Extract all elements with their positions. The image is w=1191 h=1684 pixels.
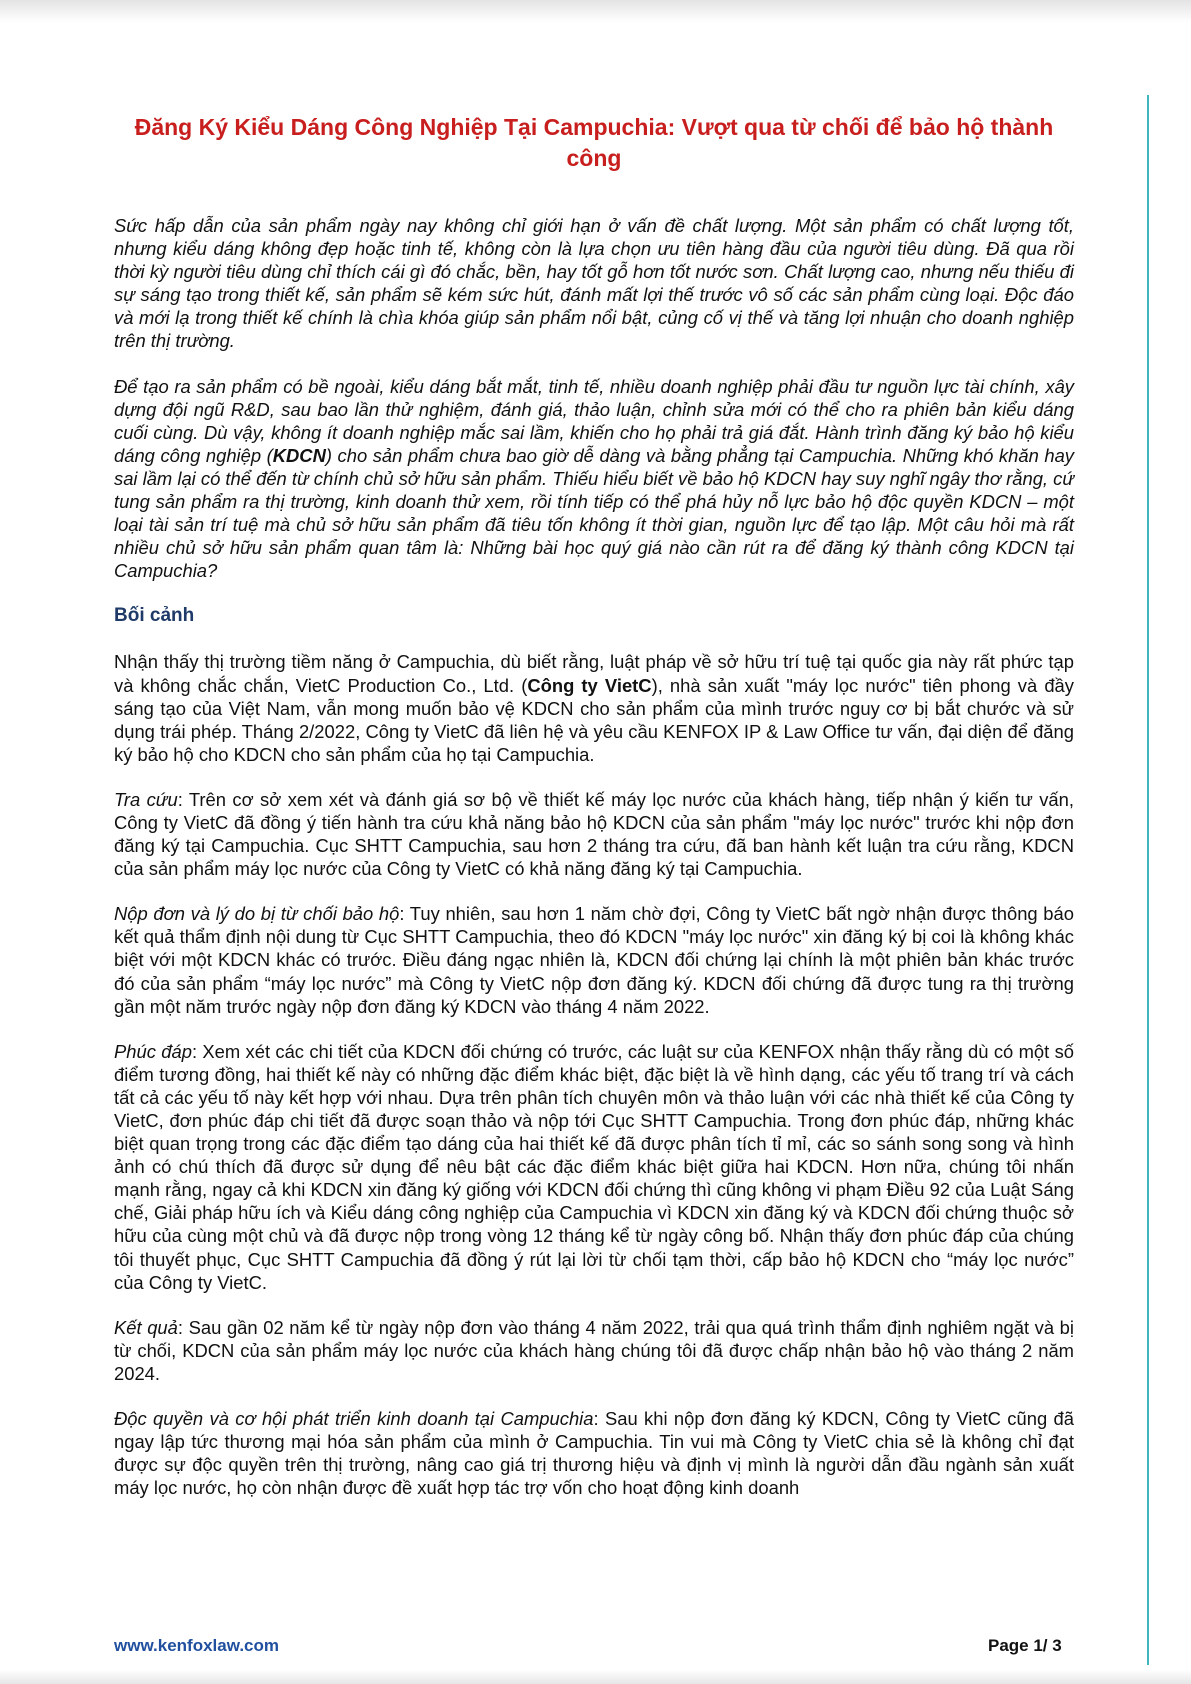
filing-refusal-paragraph — [114, 902, 1074, 1017]
intro-text-before: Để tạo ra sản phẩm có bề ngoài, kiểu dáng bắt mắt, tinh tế, nhiều doanh nghiệp phải đầu tư nguồn lực tài chính, xây dựng đội ngũ R&D, sau bao lần thử nghiệm, đánh giá, thảo luận, chỉnh sửa mới có thể cho ra phiên bản kiểu dáng cuối cùng. Dù vậy, không ít doanh nghiệp mắc sai lầm, khiến cho họ phải trả giá đắt. Hành trình đăng ký bảo hộ kiểu dáng công nghiệp ( — [114, 375, 1074, 466]
item-label-filing: Nộp đơn và lý do bị từ chối bảo hộ — [114, 903, 400, 925]
item-text-exclusivity: : Sau khi nộp đơn đăng ký KDCN, Công ty VietC cũng đã ngay lập tức thương mại hóa sản phẩm của mình ở Campuchia. Tin vui mà Công ty VietC chia sẻ là không chỉ đạt được sự độc quyền trên thị trường, nâng cao giá trị thương hiệu và định vị mình là người dẫn đầu ngành sản xuất máy lọc nước, họ còn nhận được đề xuất hợp tác trợ vốn cho hoạt động kinh doanh — [114, 1408, 1074, 1499]
item-text-response: : Xem xét các chi tiết của KDCN đối chứng có trước, các luật sư của KENFOX nhận thấy rằng dù có một số điểm tương đồng, hai thiết kế này có những đặc điểm khác biệt, đặc biệt là về hình dạng, các yếu tố trang trí và cách tất cả các yếu tố này kết hợp với nhau. Dựa trên phân tích chuyên môn và thảo luận với các nhà thiết kế của Công ty VietC, đơn phúc đáp chi tiết đã được soạn thảo và nộp tới Cục SHTT Campuchia. Trong đơn phúc đáp, những khác biệt quan trọng trong các đặc điểm tạo dáng của hai thiết kế đã được phân tích tỉ mỉ, các so sánh song song và hình ảnh có chú thích đã được sử dụng để nêu bật các đặc điểm khác biệt giữa hai KDCN. Hơn nữa, chúng tôi nhấn mạnh rằng, ngay cả khi KDCN xin đăng ký giống với KDCN đối chứng thì cũng không vi phạm Điều 92 của Luật Sáng chế, Giải pháp hữu ích và Kiểu dáng công nghiệp của Campuchia vì KDCN xin đăng ký và KDCN đối chứng thuộc sở hữu của cùng một chủ và đã được nộp trong vòng 12 tháng kể từ ngày công bố. Nhận thấy đơn phúc đáp của chúng tôi thuyết phục, Cục SHTT Campuchia đã đồng ý rút lại lời từ chối tạm thời, cấp bảo hộ KDCN cho “máy lọc nước” của Công ty VietC. — [114, 1040, 1074, 1293]
context-text-after: ), nhà sản xuất "máy lọc nước" tiên phong và đầy sáng tạo của Việt Nam, vẫn mong muốn bảo vệ KDCN cho sản phẩm của mình trước nguy cơ bị bắt chước và sử dụng trái phép. Tháng 2/2022, Công ty VietC đã liên hệ và yêu cầu KENFOX IP & Law Office tư vấn, đại diện để đăng ký bảo hộ cho KDCN cho sản phẩm của họ tại Campuchia. — [114, 674, 1074, 765]
item-text-search: : Trên cơ sở xem xét và đánh giá sơ bộ về thiết kế máy lọc nước của khách hàng, tiếp nhận ý kiến tư vấn, Công ty VietC đã đồng ý tiến hành tra cứu khả năng bảo hộ KDCN của sản phẩm "máy lọc nước" trước khi nộp đơn đăng ký tại Campuchia. Cục SHTT Campuchia, sau hơn 2 tháng tra cứu, đã ban hành kết luận tra cứu rằng, KDCN của sản phẩm máy lọc nước của Công ty VietC có khả năng đăng ký tại Campuchia. — [114, 788, 1074, 880]
exclusivity-paragraph — [114, 1407, 1074, 1499]
document-title: Đăng Ký Kiểu Dáng Công Nghiệp Tại Campuchia: Vượt qua từ chối để bảo hộ thành công — [134, 114, 1054, 171]
result-paragraph — [114, 1316, 1074, 1385]
intro-paragraph-1: Sức hấp dẫn của sản phẩm ngày nay không chỉ giới hạn ở vấn đề chất lượng. Một sản phẩm có chất lượng tốt, nhưng kiểu dáng không đẹp hoặc tinh tế, không còn là lựa chọn ưu tiên hàng đầu của người tiêu dùng. Đã qua rồi thời kỳ người tiêu dùng chỉ thích cái gì đó chắc, bền, hay tốt gỗ hơn tốt nước sơn. Chất lượng cao, nhưng nếu thiếu đi sự sáng tạo trong thiết kế, sản phẩm sẽ kém sức hút, đánh mất lợi thế trước vô số các sản phẩm cùng loại. Độc đáo và mới lạ trong thiết kế chính là chìa khóa giúp sản phẩm nổi bật, củng cố vị thế và tăng lợi nhuận cho doanh nghiệp trên thị trường. — [114, 215, 1074, 352]
page-top-shadow — [0, 0, 1191, 22]
context-paragraph — [114, 650, 1074, 765]
response-paragraph — [114, 1040, 1074, 1294]
item-label-result: Kết quả — [114, 1316, 178, 1338]
company-short-name: Công ty VietC — [527, 674, 652, 696]
item-text-result: : Sau gần 02 năm kể từ ngày nộp đơn vào tháng 4 năm 2022, trải qua quá trình thẩm định nghiêm ngặt và bị từ chối, KDCN của sản phẩm máy lọc nước của khách hàng chúng tôi đã được chấp nhận bảo hộ vào tháng 2 năm 2024. — [114, 1316, 1075, 1384]
footer-website-link[interactable]: www.kenfoxlaw.com — [114, 1636, 280, 1655]
item-label-search: Tra cứu — [114, 788, 178, 810]
item-label-exclusivity: Độc quyền và cơ hội phát triển kinh doanh tại Campuchia — [114, 1408, 594, 1430]
search-paragraph — [114, 788, 1074, 880]
page-bottom-shadow — [0, 1670, 1191, 1684]
item-text-filing: : Tuy nhiên, sau hơn 1 năm chờ đợi, Công ty VietC bất ngờ nhận được thông báo kết quả thẩm định nội dung từ Cục SHTT Campuchia, theo đó KDCN "máy lọc nước" xin đăng ký bị coi là không khác biệt với một KDCN khác có trước. Điều đáng ngạc nhiên là, KDCN đối chứng lại chính là một phiên bản khác trước đó của sản phẩm “máy lọc nước” mà Công ty VietC nộp đơn đăng ký. KDCN đối chứng đã được tung ra thị trường gần một năm trước ngày nộp đơn đăng ký KDCN vào tháng 4 năm 2022. — [114, 903, 1074, 1017]
intro-text-after: ) cho sản phẩm chưa bao giờ dễ dàng và bằng phẳng tại Campuchia. Những khó khăn hay sai lầm lại có thể đến từ chính chủ sở hữu sản phẩm. Thiếu hiểu biết về bảo hộ KDCN hay suy nghĩ ngây thơ rằng, cứ tung sản phẩm ra thị trường, kinh doanh thử xem, rồi tính tiếp có thể phá hủy nỗ lực bảo hộ độc quyền KDCN – một loại tài sản trí tuệ mà chủ sở hữu sản phẩm đã tiêu tốn không ít thời gian, nguồn lực để tạo lập. Một câu hỏi mà rất nhiều chủ sở hữu sản phẩm quan tâm là: Những bài học quý giá nào cần rút ra để đăng ký thành công KDCN tại Campuchia? — [114, 444, 1074, 582]
document-body — [114, 112, 1074, 1521]
footer-page-number: Page 1/ 3 — [988, 1636, 1062, 1655]
right-margin-rule — [1147, 95, 1149, 1665]
section-heading: Bối cảnh — [114, 605, 195, 627]
context-text-before: Nhận thấy thị trường tiềm năng ở Campuchia, dù biết rằng, luật pháp về sở hữu trí tuệ tại quốc gia này rất phức tạp và không chắc chắn, VietC Production Co., Ltd. ( — [114, 651, 1074, 696]
kdcn-abbreviation: KDCN — [272, 444, 326, 466]
intro-paragraph-2 — [114, 375, 1074, 583]
item-label-response: Phúc đáp — [114, 1040, 192, 1062]
